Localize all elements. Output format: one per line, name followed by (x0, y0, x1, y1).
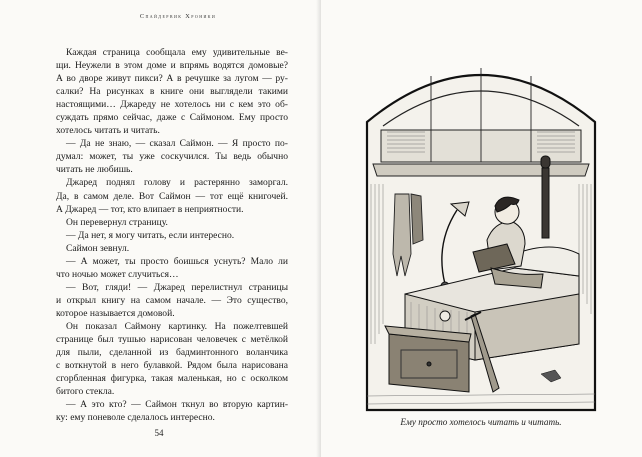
text-line: битого стекла. (56, 386, 115, 398)
text-line: суждать прямо сейчас, даже с Саймоном. Ему просто (56, 112, 288, 124)
text-line: — Да нет, я могу читать, если интересно. (66, 229, 235, 241)
text-line: ку: ему поневоле сделалось интересно. (56, 412, 215, 424)
text-line: Он показал Саймону картинку. На пожелтевшей (66, 320, 288, 332)
text-line: салки? На рисунках в книге они выглядели такими (56, 86, 288, 98)
text-line: Джаред поднял голову и растерянно заморгал. (66, 177, 288, 189)
text-line: что ночью может случиться… (56, 268, 179, 280)
wooden-chest (385, 326, 471, 392)
text-line: — Вот, гляди! — Джаред перелистнул страницы (66, 281, 288, 293)
text-line: Да, в самом деле. Вот Саймон — тот ещё книгочей. (56, 190, 288, 202)
text-line: — А это кто? — Саймон ткнул во вторую картин- (66, 399, 288, 411)
text-line: думал: может, ты уже соскучился. Ты ведь обычно (56, 151, 288, 163)
running-header: Спайдервик Хроники (139, 13, 217, 20)
text-line: хотелось читать и читать. (56, 125, 160, 137)
text-line: сгорбленная фигурка, такая маленькая, но с осколком (56, 373, 288, 385)
text-line: настоящими… Джареду не хотелось ни с кем это об- (56, 99, 288, 111)
text-line: щи. Неужели в этом доме и впрямь водятся домовые? (56, 60, 288, 72)
text-line: Он перевернул страницу. (66, 216, 168, 228)
bedpost (541, 156, 550, 238)
text-line: и открыл книгу на самом начале. — Это существо, (56, 294, 288, 306)
illustration-caption: Ему просто хотелось читать и читать. (400, 417, 562, 427)
clock (440, 311, 450, 321)
text-line: странице был тушью нарисован человечек с метёлкой (56, 334, 288, 346)
page-number: 54 (154, 428, 164, 438)
text-line: читать не любишь. (56, 164, 133, 176)
text-line: с воткнутой в него булавкой. Рядом была нарисована (56, 360, 288, 372)
text-line: Каждая страница сообщала ему удивительные ве- (66, 47, 288, 58)
text-line: которое называется домовой. (56, 307, 175, 319)
body-text (56, 46, 288, 424)
text-line: А во дворе живут пикси? А в речушке за лугом — ру- (56, 73, 288, 85)
illustration-boy-reading-in-bed (365, 44, 597, 412)
text-line: — А может, ты просто боишься уснуть? Мало ли (66, 255, 288, 267)
text-line: А Джаред — тот, кто влипает в неприятности. (56, 203, 244, 215)
text-line: для пыли, сделанной из бадминтонного воланчика (56, 347, 288, 359)
text-line: — Да не знаю, — сказал Саймон. — Я просто по- (66, 138, 288, 150)
text-line: Саймон зевнул. (66, 242, 130, 254)
